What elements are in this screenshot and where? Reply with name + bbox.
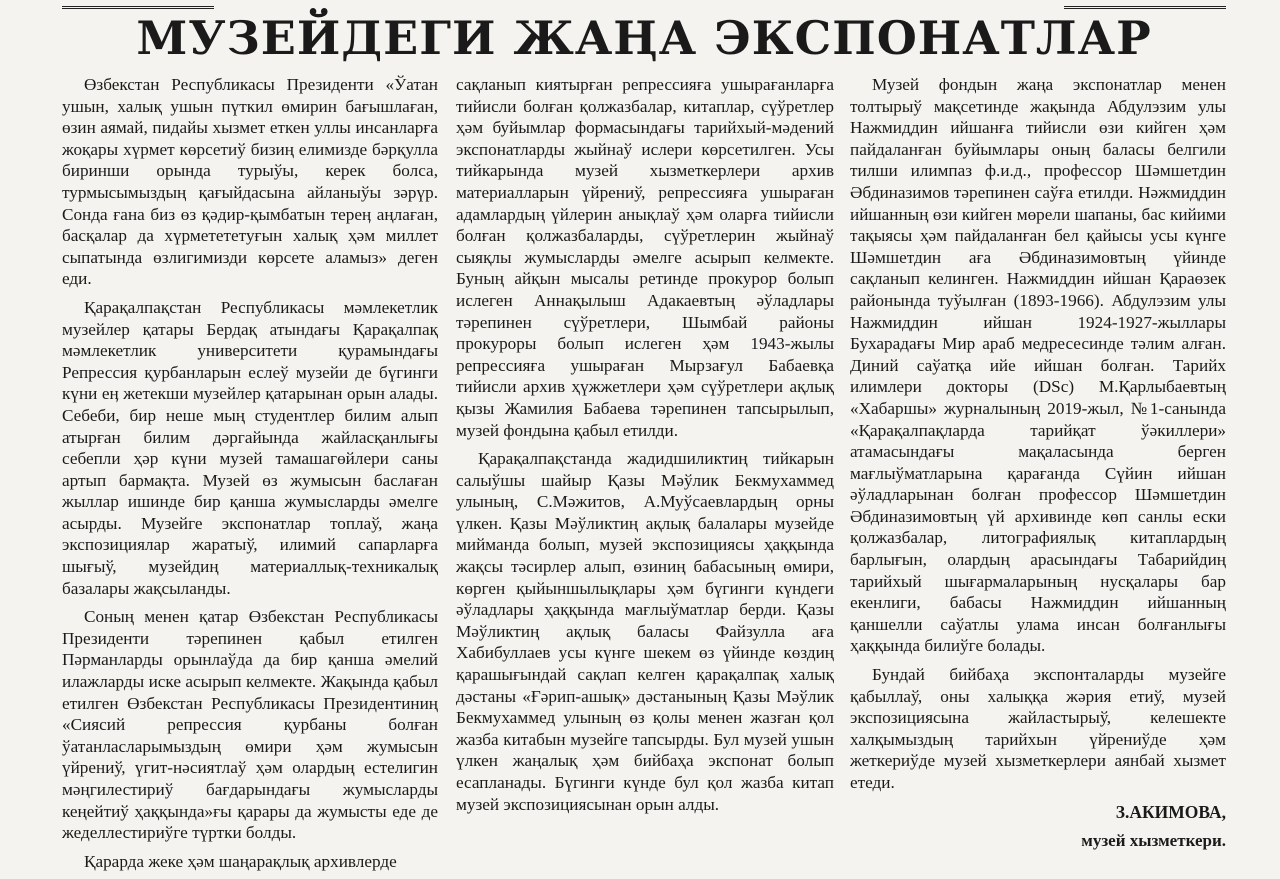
article-column-2: [456, 74, 834, 822]
author-role: музей хызметкери.: [1081, 831, 1226, 851]
article-column-3: [850, 74, 1226, 859]
paragraph: Қарарда жеке ҳәм шаңарақлық архивлерде: [84, 851, 397, 871]
paragraph: Музей фондын жаңа экспонатлар менен толтырыў мақсетинде жақында Абдулэзим улы Нажмиддин ийшанға тийисли өзи кийген ҳәм пайдаланған буйымлары оның баласы белгили тилши илимпаз ф.и.д., профессор Шәмшетдин Әбдиназимов тәрепинен саўға етилди. Нәжмиддин ийшанның өзи кийген мөрели шапаны, бас кийими тақыясы ҳәм пайдаланған бел қайысы усы күнге Шәмшетдин аға Әбдиназимовтың үйинде сақланып келинген. Нажмиддин ийшан Қараөзек районында туўылған (1893-1966). Абдулэзим улы Нажмиддин ийшан 1924-1927-жыллары Бухарадағы Мир араб медресесинде тәлим алған. Диний саўатқа ийе ийшан болған. Тарийх илимлери докторы (DSc) М.Қарлыбаевтың «Хабаршы» журналының 2019-жыл, №1-санында «Қарақалпақларда тарийқат ўәкиллери» атамасындағы мақаласында берген мағлыўматларына қарағанда Сүйин ийшан әўладларынан болған профессор Шәмшетдин Әбдиназимовтың үй архивинде көп санлы ески қолжазбалар, литографиялық китаплардың барлығын, олардың арасындағы Табарийдиң тарийхый шығармаларының нусқалары бар екенлиги, бабасы Нажмиддин ийшанның қаншелли саўатлы улама инсан болғанлығы ҳаққында билиўге болады.: [850, 75, 1226, 656]
paragraph: Өзбекстан Республикасы Президенти «Ўатан ушын, халық ушын пүткил өмирин бағышлаған, өзин аямай, пидайы хызмет еткен уллы инсанларға жоқары хүрмет көрсетиў бизиң елимизде бәрқулла биринши орында турыўы, керек болса, турмысымыздың қағыйдасына айланыўы зәрүр. Сонда ғана биз өз қәдир-қымбатын тереӊ аңлаған, басқалар да хүрметететуғын халық ҳәм миллет сыпатында өзлигимизди көрсете аламыз» деген еди.: [62, 75, 438, 289]
paragraph: Бундай бийбаҳа экспонталарды музейге қабыллаў, оны халыққа жәрия етиў, музей экспозициясына жайластырыў, келешекте халқымыздың тарийхын үйрениўде ҳәм жеткериўде музей хызметкерлери аянбай хызмет етеди.: [850, 665, 1226, 792]
paragraph: Қарақалпақстан Республикасы мәмлекетлик музейлер қатары Бердақ атындағы Қарақалпақ мәмлекетлик университети қурамындағы Репрессия қурбанларын еслеў музейи де бүгинги күни еӊ жетекши музейлер қатарынан орын алады. Себеби, бир неше мың студентлер билим алып атырған билим дәргайында жайласқанлығы себепли ҳәр күни музей тамашагөйлери саны артып бармақта. Музей өз жумысын баслаған жыллар ишинде бир қанша жумысларды әмелге асырды. Музейге экспонатлар топлаў, жаңа экспозициялар жаратыў, илимий сапарларға шығыў, музейдиң материаллық-техникалық базалары жақсыланды.: [62, 297, 438, 598]
author-name: З.АКИМОВА,: [1115, 801, 1226, 822]
paragraph: Соның менен қатар Өзбекстан Республикасы Президенти тәрепинен қабыл етилген Пәрманларды орынлаўда да бир қанша әмелий илажларды иске асырып келмекте. Жақында қабыл етилген Өзбекстан Республикасы Президентиниң «Сиясий репрессия қурбаны болған ўатанласларымыздың өмири ҳәм жумысын үйрениў, үгит-нәсиятлаў ҳәм олардың естелигин мәңгилестириў бағдарындағы жумысларды кеңейтиў ҳаққында»ғы қарары да жумысты еде де жеделлестириўге түртки болды.: [62, 607, 438, 843]
paragraph: Қарақалпақстанда жадидшиликтиң тийкарын салыўшы шайыр Қазы Мәўлик Бекмухаммед улының, С.Мәжитов, А.Муўсаевлардың орны үлкен. Қазы Мәўликтиң ақлық балалары музейде мийманда болып, музей экспозициясы ҳаққында жақсы тәсирлер алып, өзиниң бабасының өмири, көрген қыйыншылықлары ҳәм бүгинги күндеги әўладлары ҳаққында мағлыўматлар берди. Қазы Мәўликтиң ақлық баласы Файзулла аға Хабибуллаев усы күнге шекем өз үйинде көздиң қарашығындай сақлап келген қарақалпақ халық дәстаны «Ғәрип-ашық» дәстанының Қазы Мәўлик Бекмухаммед улының өз қолы менен жазған қол жазба китабын музейге тапсырды. Бул музей ушын үлкен жаңалық ҳәм бийбаҳа экспонат болып есапланады. Бүгинги күнде бул қол жазба китап музей экспозициясынан орын алды.: [456, 449, 834, 814]
paragraph-continued: сақланып киятырған репрессияға ушырағанларға тийисли болған қолжазбалар, китаплар, сүўретлер ҳәм буйымлар формасындағы тарийхый-мәдений экспонатларды жыйнаў ислери көрсетилген. Усы тийкарында музей хызметкерлери архив материалларын үйрениў, репрессияға ушыраған адамлардың үйлерин анықлаў ҳәм оларға тийисли болған қолжазбаларды, сүўретлерин жыйнаў сыяқлы жумысларды әмелге асырып келмекте. Буның айқын мысалы ретинде прокурор болып ислеген Аннақылыш Адакаевтың әўладлары тәрепинен сүўретлери, Шымбай районы прокуроры болып ислеген ҳәм 1943-жылы репрессияға ушыраған Мырзағул Бабаевқа тийисли архив ҳүжжетлери ҳәм сүўретлери ақлық қызы Жамилия Бабаева тәрепинен тапсырылып, музей фондына қабыл етилди.: [456, 75, 834, 440]
article-column-1: [62, 74, 438, 879]
article-headline: МУЗЕЙДЕГИ ЖАҢА ЭКСПОНАТЛАР: [136, 11, 1152, 65]
